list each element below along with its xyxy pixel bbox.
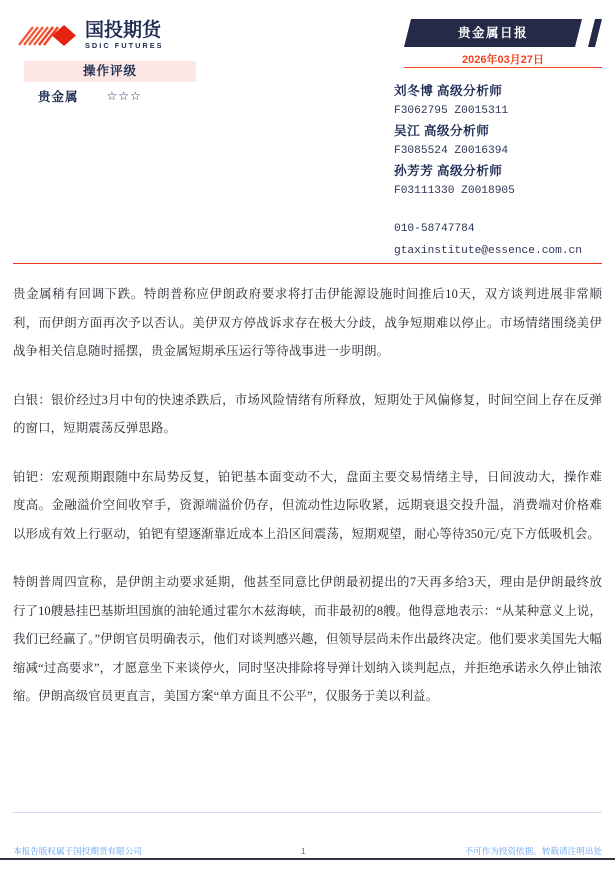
report-date <box>404 50 602 68</box>
report-header <box>0 0 615 263</box>
report-footer <box>13 845 602 857</box>
rating-stars: ☆☆☆ <box>106 88 142 103</box>
footer-disclaimer: 不可作为投资依据。转载请注明出处 <box>464 846 602 856</box>
analyst-code: F3062795 Z0015311 <box>394 105 509 117</box>
header-divider <box>13 263 602 264</box>
rating-table-header-label: 操作评级 <box>82 64 137 78</box>
rating-row <box>38 87 198 105</box>
rating-table-header <box>24 61 196 82</box>
analyst-list <box>394 81 602 201</box>
footer-top-divider <box>13 812 602 813</box>
logo-wordmark <box>85 21 164 49</box>
report-date-text: 2026年03月27日 <box>462 54 544 66</box>
footer-page-number: 1 <box>300 846 306 856</box>
analyst-name: 吴江 高级分析师 <box>394 124 490 138</box>
report-title: 贵金属日报 <box>457 26 528 40</box>
company-logo <box>18 18 164 52</box>
logo-name-en: SDIC FUTURES <box>85 40 164 50</box>
rating-row-label: 贵金属 <box>38 90 79 104</box>
date-divider <box>404 67 602 68</box>
analyst-name: 刘冬博 高级分析师 <box>394 84 503 98</box>
body-paragraph: 特朗普周四宣称，是伊朗主动要求延期，他甚至同意比伊朗最初提出的7天再多给3天，理由是伊朗最终放行了10艘悬挂巴基斯坦国旗的油轮通过霍尔木兹海峡，而非最初的8艘。他得意地表示：“从某种意义上说，我们已经赢了。”伊朗官员明确表示，他们对谈判感兴趣，但领导层尚未作出最终决定。他们要求美国先大幅缩减“过高要求”，才愿意坐下来谈停火，同时坚决排除将导弹计划纳入谈判起点，并拒绝承诺永久停止铀浓缩。伊朗高级官员更直言，美国方案“单方面且不公平”，仅服务于美以利益。 <box>13 575 603 703</box>
body-paragraph: 贵金属稍有回调下跌。特朗普称应伊朗政府要求将打击伊能源设施时间推后10天，双方谈判进展非常顺利，而伊朗方面再次予以否认。美伊双方停战诉求存在极大分歧，战争短期难以停止。市场情绪围绕美伊战争相关信息随时摇摆，贵金属短期承压运行等待战事进一步明朗。 <box>13 287 602 358</box>
contact-email[interactable]: gtaxinstitute@essence.com.cn <box>394 245 582 257</box>
footer-copyright: 本报告版权属于国投期货有限公司 <box>13 846 142 856</box>
analyst-code: F3085524 Z0016394 <box>394 145 509 157</box>
footer-bottom-divider <box>0 858 615 860</box>
body-paragraph: 白银：银价经过3月中旬的快速杀跌后，市场风险情绪有所释放，短期处于风偏修复，时间空间上存在反弹的窗口，短期震荡反弹思路。 <box>13 392 602 435</box>
body-paragraph: 铂钯：宏观预期跟随中东局势反复，铂钯基本面变动不大，盘面主要交易情绪主导，日间波动大，操作难度高。金融溢价空间收窄手，资源端溢价仍存，但流动性边际收紧，远期衰退交投升温，消费端对价格难以形成有效上行驱动，铂钯有望逐渐靠近成本上沿区间震荡，短期观望，耐心等待350元/克下方低吸机会。 <box>13 469 602 541</box>
report-body <box>13 280 602 731</box>
contact-phone: 010-58747784 <box>394 223 475 235</box>
logo-name-cn: 国投期货 <box>85 19 162 41</box>
analyst-code: F03111330 Z0018905 <box>394 185 515 197</box>
report-title-banner <box>404 19 602 47</box>
banner-tail-shape <box>588 19 602 47</box>
logo-mark-icon <box>18 21 80 49</box>
analyst-name: 孙芳芳 高级分析师 <box>394 164 503 178</box>
contact-block <box>394 218 602 262</box>
